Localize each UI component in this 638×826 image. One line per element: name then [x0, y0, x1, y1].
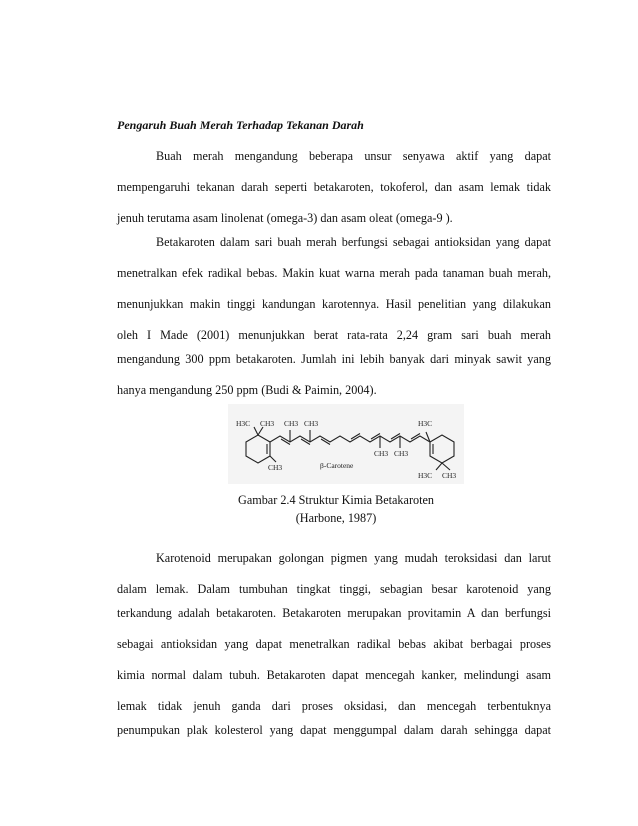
paragraph-2-line-1: Betakaroten dalam sari buah merah berfungsi sebagai antioksidan yang dapat — [156, 235, 551, 249]
label-h3c-right-top: H3C — [418, 419, 433, 428]
molecule-name: β-Carotene — [320, 461, 354, 470]
beta-carotene-structure-figure — [228, 404, 464, 484]
label-ch3-a: CH3 — [260, 419, 275, 428]
label-ch3-e: CH3 — [374, 449, 389, 458]
figure-source: (Harbone, 1987) — [295, 511, 377, 525]
label-ch3-d: CH3 — [268, 463, 283, 472]
label-h3c-left: H3C — [236, 419, 251, 428]
paragraph-2-line-4: oleh I Made (2001) menunjukkan berat rata-rata 2,24 gram sari buah merah — [117, 328, 551, 342]
paragraph-2-line-2: menetralkan efek radikal bebas. Makin kuat warna merah pada tanaman buah merah, — [117, 266, 551, 280]
paragraph-3-line-3: terkandung adalah betakaroten. Betakaroten merupakan provitamin A dan berfungsi — [117, 606, 551, 620]
paragraph-2-line-5: mengandung 300 ppm betakaroten. Jumlah ini lebih banyak dari minyak sawit yang — [117, 352, 551, 366]
paragraph-3-line-4: sebagai antioksidan yang dapat menetralkan radikal bebas akibat berbagai proses — [117, 637, 551, 651]
paragraph-3-line-2: dalam lemak. Dalam tumbuhan tingkat tinggi, sebagian besar karotenoid yang — [117, 582, 551, 596]
figure-caption: Gambar 2.4 Struktur Kimia Betakaroten — [238, 493, 434, 507]
label-ch3-g: CH3 — [442, 471, 457, 480]
paragraph-1-line-1: Buah merah mengandung beberapa unsur senyawa aktif yang dapat — [156, 149, 551, 163]
label-ch3-b: CH3 — [284, 419, 299, 428]
label-h3c-right-bottom: H3C — [418, 471, 433, 480]
label-ch3-f: CH3 — [394, 449, 409, 458]
paragraph-3-line-7: penumpukan plak kolesterol yang dapat menggumpal dalam darah sehingga dapat — [117, 723, 551, 737]
beta-carotene-structure-drawing — [228, 404, 464, 484]
paragraph-3-line-1: Karotenoid merupakan golongan pigmen yang mudah teroksidasi dan larut — [156, 551, 551, 565]
paragraph-2-line-6: hanya mengandung 250 ppm (Budi & Paimin, 2004). — [117, 383, 377, 397]
paragraph-1-line-3: jenuh terutama asam linolenat (omega-3) dan asam oleat (omega-9 ). — [117, 211, 453, 225]
section-heading: Pengaruh Buah Merah Terhadap Tekanan Darah — [117, 118, 364, 132]
paragraph-2-line-3: menunjukkan makin tinggi kandungan karotennya. Hasil penelitian yang dilakukan — [117, 297, 551, 311]
paragraph-3-line-6: lemak tidak jenuh ganda dari proses oksidasi, dan mencegah terbentuknya — [117, 699, 551, 713]
label-ch3-c: CH3 — [304, 419, 319, 428]
paragraph-1-line-2: mempengaruhi tekanan darah seperti betakaroten, tokoferol, dan asam lemak tidak — [117, 180, 551, 194]
paragraph-3-line-5: kimia normal dalam tubuh. Betakaroten dapat mencegah kanker, melindungi asam — [117, 668, 551, 682]
